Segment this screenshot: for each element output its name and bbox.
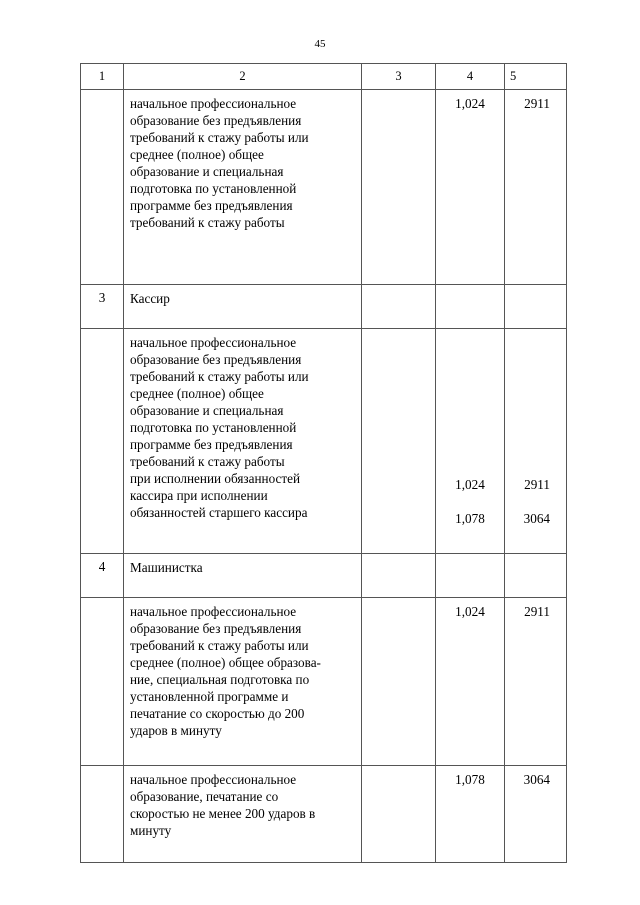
description-line: программе без предъявления bbox=[130, 437, 293, 452]
description-line: требований к стажу работы или bbox=[130, 130, 309, 145]
qualification-description bbox=[124, 766, 362, 863]
table-row bbox=[81, 766, 567, 863]
position-title: Машинистка bbox=[124, 554, 362, 598]
code: 2911 bbox=[505, 598, 567, 766]
description-line: среднее (полное) общее bbox=[130, 147, 264, 162]
table-row bbox=[81, 554, 567, 598]
table-header-row bbox=[81, 64, 567, 90]
description-line: требований к стажу работы bbox=[130, 454, 285, 469]
code bbox=[505, 554, 567, 598]
code: 2911 bbox=[505, 90, 567, 285]
col3-cell bbox=[362, 285, 436, 329]
description-line: минуту bbox=[130, 823, 172, 838]
code-value: 3064 bbox=[523, 511, 550, 526]
description-line: при исполнении обязанностей bbox=[130, 471, 301, 486]
description-line: подготовка по установленной bbox=[130, 181, 297, 196]
coefficient: 1,024 bbox=[436, 598, 505, 766]
row-number bbox=[81, 766, 124, 863]
row-number bbox=[81, 598, 124, 766]
col3-cell bbox=[362, 554, 436, 598]
coefficient bbox=[436, 329, 505, 554]
description-line: среднее (полное) общее образова- bbox=[130, 655, 321, 670]
description-line: требований к стажу работы или bbox=[130, 638, 309, 653]
code bbox=[505, 285, 567, 329]
description-line: начальное профессиональное bbox=[130, 96, 297, 111]
qualification-description bbox=[124, 329, 362, 554]
header-col-5: 5 bbox=[505, 64, 567, 90]
description-line: установленной программе и bbox=[130, 689, 289, 704]
position-title: Кассир bbox=[124, 285, 362, 329]
description-line: подготовка по установленной bbox=[130, 420, 297, 435]
qualification-description bbox=[124, 598, 362, 766]
description-line: образование и специальная bbox=[130, 164, 284, 179]
col3-cell bbox=[362, 90, 436, 285]
description-line: начальное профессиональное bbox=[130, 772, 297, 787]
header-col-1: 1 bbox=[81, 64, 124, 90]
col3-cell bbox=[362, 329, 436, 554]
description-line: обязанностей старшего кассира bbox=[130, 505, 308, 520]
description-line: образование и специальная bbox=[130, 403, 284, 418]
description-line: образование без предъявления bbox=[130, 352, 302, 367]
description-line: начальное профессиональное bbox=[130, 335, 297, 350]
description-line: требований к стажу работы bbox=[130, 215, 285, 230]
coefficient-value: 1,078 bbox=[455, 511, 485, 526]
description-line: среднее (полное) общее bbox=[130, 386, 264, 401]
code-value: 2911 bbox=[524, 477, 550, 492]
col3-cell bbox=[362, 766, 436, 863]
coefficient-value: 1,024 bbox=[455, 477, 485, 492]
description-line: кассира при исполнении bbox=[130, 488, 268, 503]
description-line: начальное профессиональное bbox=[130, 604, 297, 619]
coefficient: 1,078 bbox=[436, 766, 505, 863]
description-line: образование без предъявления bbox=[130, 113, 302, 128]
row-number bbox=[81, 90, 124, 285]
description-line: требований к стажу работы или bbox=[130, 369, 309, 384]
coefficient: 1,024 bbox=[436, 90, 505, 285]
qualification-table bbox=[80, 63, 567, 863]
header-col-4: 4 bbox=[436, 64, 505, 90]
row-number: 3 bbox=[81, 285, 124, 329]
table-row bbox=[81, 90, 567, 285]
description-line: образование без предъявления bbox=[130, 621, 302, 636]
coefficient bbox=[436, 285, 505, 329]
table-row bbox=[81, 329, 567, 554]
description-line: ударов в минуту bbox=[130, 723, 222, 738]
description-line: скоростью не менее 200 ударов в bbox=[130, 806, 316, 821]
page-number: 45 bbox=[314, 38, 326, 50]
description-line: образование, печатание со bbox=[130, 789, 279, 804]
code: 3064 bbox=[505, 766, 567, 863]
description-line: ние, специальная подготовка по bbox=[130, 672, 310, 687]
description-line: программе без предъявления bbox=[130, 198, 293, 213]
row-number bbox=[81, 329, 124, 554]
table-row bbox=[81, 285, 567, 329]
header-col-2: 2 bbox=[124, 64, 362, 90]
table-row bbox=[81, 598, 567, 766]
code bbox=[505, 329, 567, 554]
col3-cell bbox=[362, 598, 436, 766]
row-number: 4 bbox=[81, 554, 124, 598]
qualification-description bbox=[124, 90, 362, 285]
description-line: печатание со скоростью до 200 bbox=[130, 706, 305, 721]
header-col-3: 3 bbox=[362, 64, 436, 90]
coefficient bbox=[436, 554, 505, 598]
